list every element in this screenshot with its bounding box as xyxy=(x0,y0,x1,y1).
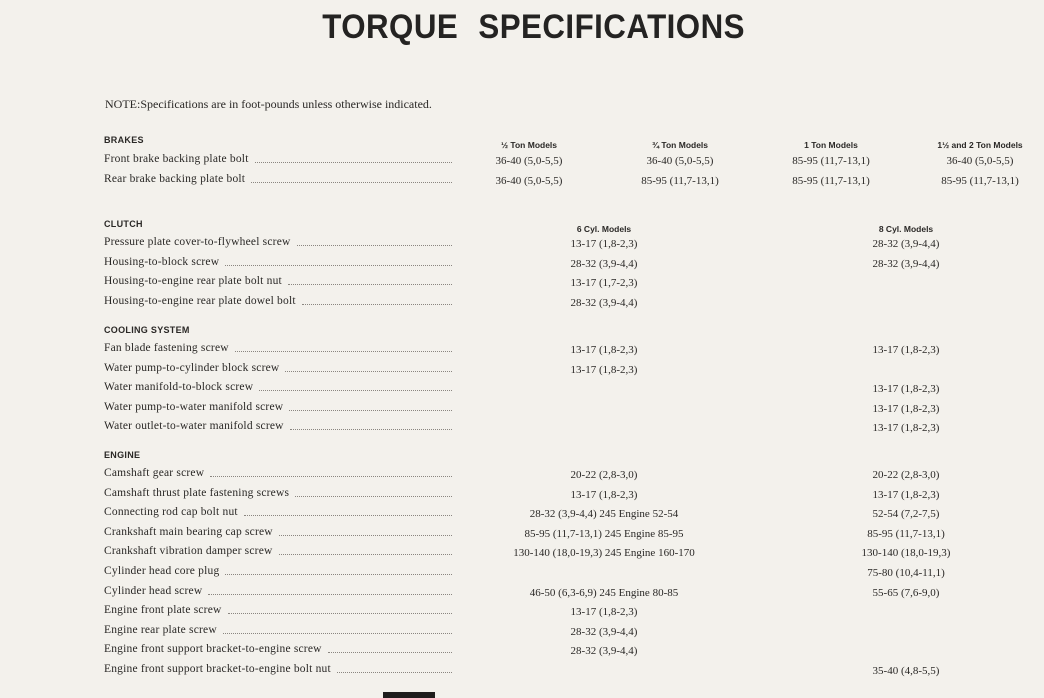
section-clutch-heading: CLUTCH xyxy=(104,219,143,229)
leader-dots xyxy=(228,613,452,614)
leader-dots xyxy=(295,496,452,497)
leader-dots xyxy=(259,390,452,391)
torque-value: 13-17 (1,8-2,3) xyxy=(872,488,940,501)
table-row xyxy=(0,487,1044,507)
row-label: Water pump-to-water manifold screw xyxy=(104,400,284,413)
row-label: Crankshaft vibration damper screw xyxy=(104,545,273,558)
leader-dots xyxy=(223,633,452,634)
leader-dots xyxy=(337,672,452,673)
section-cooling-heading: COOLING SYSTEM xyxy=(104,325,190,335)
leader-dots xyxy=(279,535,452,536)
torque-value: 85-95 (11,7-13,1) xyxy=(792,155,870,167)
row-label: Cylinder head core plug xyxy=(104,565,220,577)
leader-dots xyxy=(302,304,452,305)
leader-dots xyxy=(244,515,452,516)
table-row xyxy=(0,256,1044,276)
row-label: Engine rear plate screw xyxy=(104,623,217,636)
table-row xyxy=(0,624,1044,644)
section-brakes-heading: BRAKES xyxy=(104,135,144,145)
table-row xyxy=(0,295,1044,315)
torque-value: 13-17 (1,8-2,3) xyxy=(570,238,638,250)
torque-value: 28-32 (3,9-4,4) xyxy=(570,257,638,270)
leader-dots xyxy=(251,182,452,183)
torque-value: 36-40 (5,0-5,5) xyxy=(946,155,1014,167)
page-tab-marker xyxy=(383,692,435,698)
table-row xyxy=(0,275,1044,295)
table-row xyxy=(0,381,1044,401)
torque-value: 46-50 (6,3-6,9) 245 Engine 80-85 xyxy=(529,586,679,599)
column-header: 8 Cyl. Models xyxy=(878,224,934,234)
torque-value: 85-95 (11,7-13,1) xyxy=(641,175,719,187)
table-row xyxy=(0,585,1044,605)
leader-dots xyxy=(225,265,452,266)
torque-value: 28-32 (3,9-4,4) xyxy=(872,238,940,250)
leader-dots xyxy=(288,284,452,285)
leader-dots xyxy=(255,162,452,163)
torque-value: 28-32 (3,9-4,4) xyxy=(570,645,638,658)
torque-value: 130-140 (18,0-19,3) xyxy=(861,547,951,560)
row-label: Cylinder head screw xyxy=(104,584,203,597)
page-title: TORQUE SPECIFICATIONS xyxy=(322,8,745,46)
leader-dots xyxy=(279,554,452,555)
torque-value: 20-22 (2,8-3,0) xyxy=(570,469,638,481)
row-label: Camshaft thrust plate fastening screws xyxy=(104,486,290,499)
leader-dots xyxy=(297,245,452,246)
torque-value: 85-95 (11,7-13,1) xyxy=(867,527,945,540)
torque-value: 130-140 (18,0-19,3) 245 Engine 160-170 xyxy=(513,547,695,560)
torque-value: 28-32 (3,9-4,4) xyxy=(872,257,940,270)
table-row xyxy=(0,173,1044,193)
torque-value: 28-32 (3,9-4,4) xyxy=(570,625,638,638)
leader-dots xyxy=(208,594,452,595)
torque-value: 13-17 (1,8-2,3) xyxy=(570,488,638,501)
torque-value: 85-95 (11,7-13,1) 245 Engine 85-95 xyxy=(524,527,684,540)
section-engine-heading: ENGINE xyxy=(104,450,141,460)
table-row xyxy=(0,526,1044,546)
leader-dots xyxy=(225,574,452,575)
row-label: Water outlet-to-water manifold screw xyxy=(104,420,284,433)
torque-value: 85-95 (11,7-13,1) xyxy=(941,175,1019,187)
torque-value: 75-80 (10,4-11,1) xyxy=(867,567,945,579)
table-row xyxy=(0,401,1044,421)
row-label: Engine front support bracket-to-engine screw xyxy=(104,643,322,656)
torque-value: 28-32 (3,9-4,4) 245 Engine 52-54 xyxy=(529,508,679,521)
table-row xyxy=(0,663,1044,683)
torque-value: 85-95 (11,7-13,1) xyxy=(792,175,870,187)
row-label: Water pump-to-cylinder block screw xyxy=(104,361,280,374)
row-label: Front brake backing plate bolt xyxy=(104,153,249,165)
torque-value: 36-40 (5,0-5,5) xyxy=(495,175,563,187)
table-row xyxy=(0,604,1044,624)
row-label: Housing-to-block screw xyxy=(104,255,220,268)
table-row xyxy=(0,643,1044,663)
row-label: Engine front support bracket-to-engine bolt nut xyxy=(104,663,331,675)
row-label: Fan blade fastening screw xyxy=(104,342,229,354)
torque-value: 13-17 (1,7-2,3) xyxy=(570,277,638,290)
torque-value: 13-17 (1,8-2,3) xyxy=(570,363,638,376)
torque-value: 28-32 (3,9-4,4) xyxy=(570,296,638,309)
row-label: Engine front plate screw xyxy=(104,604,222,617)
table-row xyxy=(0,506,1044,526)
table-row xyxy=(0,362,1044,382)
row-label: Water manifold-to-block screw xyxy=(104,381,254,394)
column-header: 6 Cyl. Models xyxy=(576,224,632,234)
row-label: Crankshaft main bearing cap screw xyxy=(104,525,273,538)
column-header: 1 Ton Models xyxy=(804,140,858,150)
torque-value: 13-17 (1,8-2,3) xyxy=(872,344,940,356)
torque-value: 52-54 (7,2-7,5) xyxy=(872,508,940,521)
torque-value: 36-40 (5,0-5,5) xyxy=(646,155,714,167)
torque-value: 55-65 (7,6-9,0) xyxy=(872,586,940,599)
torque-value: 35-40 (4,8-5,5) xyxy=(872,665,940,677)
table-row xyxy=(0,565,1044,585)
leader-dots xyxy=(210,476,452,477)
row-label: Housing-to-engine rear plate bolt nut xyxy=(104,275,282,288)
row-label: Housing-to-engine rear plate dowel bolt xyxy=(104,294,296,307)
leader-dots xyxy=(235,351,452,352)
torque-value: 13-17 (1,8-2,3) xyxy=(872,422,940,435)
torque-value: 13-17 (1,8-2,3) xyxy=(570,344,638,356)
row-label: Rear brake backing plate bolt xyxy=(104,173,246,185)
table-row xyxy=(0,420,1044,440)
leader-dots xyxy=(328,652,452,653)
row-label: Pressure plate cover-to-flywheel screw xyxy=(104,236,291,248)
table-row xyxy=(0,236,1044,256)
torque-value: 13-17 (1,8-2,3) xyxy=(872,383,940,396)
column-header: ½ Ton Models xyxy=(500,140,558,150)
column-header: ¾ Ton Models xyxy=(651,140,709,150)
torque-value: 36-40 (5,0-5,5) xyxy=(495,155,563,167)
units-note: NOTE:Specifications are in foot-pounds unless otherwise indicated. xyxy=(105,97,432,111)
table-row xyxy=(0,467,1044,487)
row-label: Connecting rod cap bolt nut xyxy=(104,506,238,519)
table-row xyxy=(0,153,1044,173)
torque-value: 20-22 (2,8-3,0) xyxy=(872,469,940,481)
row-label: Camshaft gear screw xyxy=(104,467,205,479)
table-row xyxy=(0,342,1044,362)
table-row xyxy=(0,545,1044,565)
torque-value: 13-17 (1,8-2,3) xyxy=(872,402,940,415)
leader-dots xyxy=(290,429,452,430)
leader-dots xyxy=(289,410,452,411)
leader-dots xyxy=(285,371,452,372)
column-header: 1½ and 2 Ton Models xyxy=(937,140,1023,150)
torque-value: 13-17 (1,8-2,3) xyxy=(570,606,638,619)
